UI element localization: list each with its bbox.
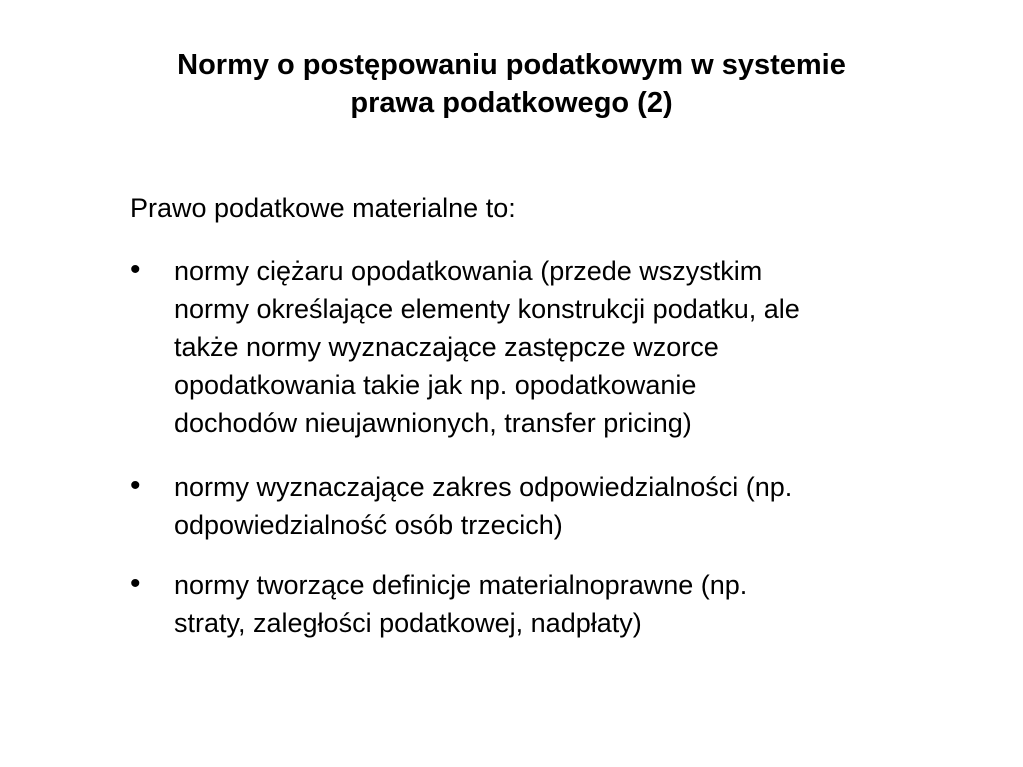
bullet-text	[174, 252, 974, 442]
bullet-text	[174, 468, 974, 544]
bullet-text-line: dochodów nieujawnionych, transfer pricing)	[174, 408, 692, 438]
bullet-text-line: normy wyznaczające zakres odpowiedzialności (np.	[174, 472, 793, 502]
slide-title-line: prawa podatkowego (2)	[350, 87, 673, 119]
bullet-text-line: normy ciężaru opodatkowania (przede wszystkim	[174, 256, 763, 286]
slide-title	[60, 46, 963, 122]
slide-title-line: Normy o postępowaniu podatkowym w systemie	[177, 49, 846, 81]
bullet-point-icon: •	[130, 567, 141, 600]
bullet-text-line: opodatkowania takie jak np. opodatkowanie	[174, 370, 697, 400]
bullet-point-icon: •	[130, 469, 141, 502]
bullet-point-icon: •	[130, 253, 141, 286]
bullet-text-line: odpowiedzialność osób trzecich)	[174, 510, 563, 540]
bullet-text-line: normy określające elementy konstrukcji podatku, ale	[174, 294, 800, 324]
intro-text: Prawo podatkowe materialne to:	[130, 193, 516, 223]
bullet-text-line: normy tworzące definicje materialnoprawne (np.	[174, 570, 748, 600]
bullet-text-line: straty, zaległości podatkowej, nadpłaty)	[174, 608, 642, 638]
bullet-text	[174, 566, 974, 642]
bullet-text-line: także normy wyznaczające zastępcze wzorce	[174, 332, 719, 362]
